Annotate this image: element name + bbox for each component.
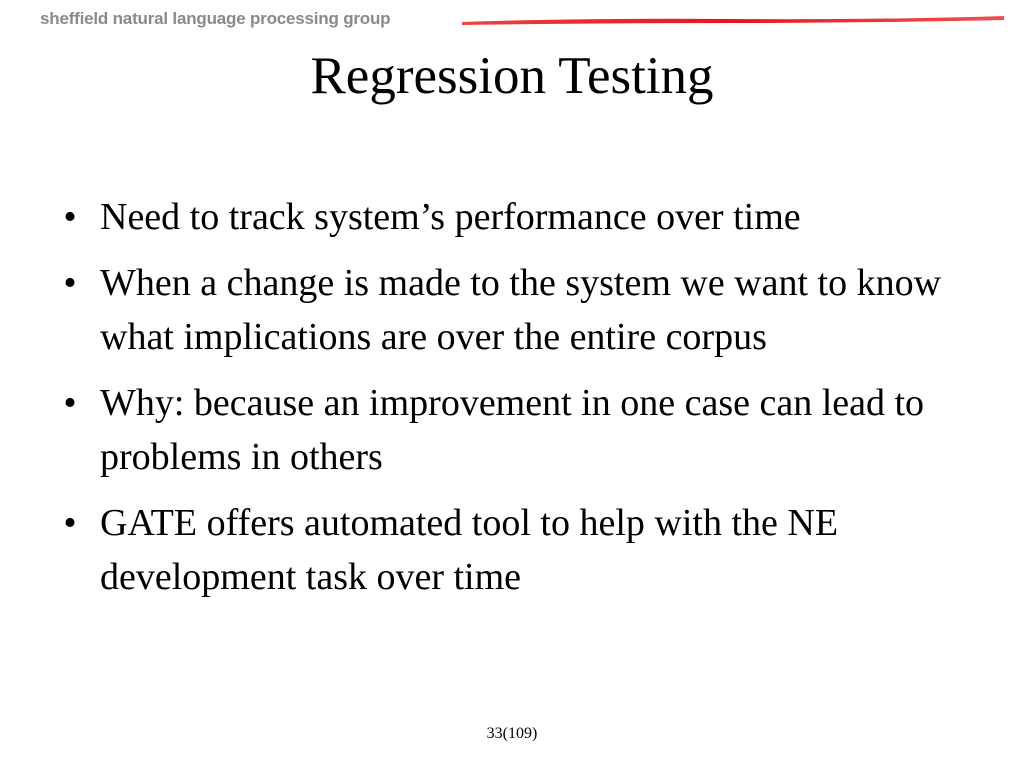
- bullet-text: GATE offers automated tool to help with the NE development task over time: [100, 502, 839, 598]
- bullet-item: [58, 376, 978, 484]
- bullet-dot-icon: •: [63, 196, 77, 238]
- bullet-item: [58, 256, 978, 364]
- bullet-text: When a change is made to the system we want to know what implications are over the entire corpus: [100, 262, 942, 358]
- bullet-dot-icon: •: [63, 502, 77, 544]
- red-brush-stroke: [460, 10, 1006, 30]
- bullet-text: Why: because an improvement in one case can lead to problems in others: [100, 382, 925, 478]
- bullet-item: [58, 190, 978, 244]
- page-number: 33(109): [486, 725, 538, 742]
- bullet-list: [58, 190, 978, 616]
- bullet-dot-icon: •: [63, 262, 77, 304]
- group-logo-text: sheffield natural language processing group: [40, 9, 391, 28]
- bullet-text: Need to track system’s performance over time: [100, 196, 801, 238]
- slide-title: Regression Testing: [310, 47, 714, 105]
- bullet-item: [58, 496, 978, 604]
- header-banner: [0, 0, 1024, 40]
- bullet-dot-icon: •: [63, 382, 77, 424]
